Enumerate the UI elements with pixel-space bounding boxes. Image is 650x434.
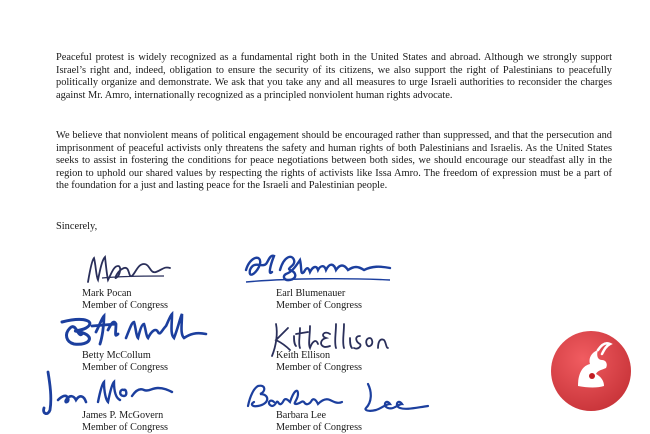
- letter-paragraph-1: Peaceful protest is widely recognized as a fundamental right both in the United States and abroad. Although we strongly support Israel’s right and, indeed, obligation to ensure the security of its citizens, we also support the right of Palestinians to peacefully politically organize and demonstrate. We ask that you take any and all measures to urge Israeli authorities to reconsider the charges against Mr. Amro, internationally recognized as a principled nonviolent human rights advocate.: [56, 52, 612, 101]
- signature-earl-blumenauer: [240, 250, 396, 286]
- signatory-name: Barbara Lee: [276, 410, 327, 421]
- closing-salutation: Sincerely,: [56, 221, 98, 232]
- signatory-role: Member of Congress: [276, 422, 363, 433]
- signatory-role: Member of Congress: [276, 362, 363, 373]
- signature-mark-pocan: [84, 252, 174, 286]
- signatory-role: Member of Congress: [82, 300, 169, 311]
- signatory-name: Keith Ellison: [276, 350, 331, 361]
- red-circle-gazelle-logo-icon: [548, 328, 634, 414]
- signatory-role: Member of Congress: [276, 300, 363, 311]
- letter-paragraph-2: We believe that nonviolent means of political engagement should be encouraged rather than suppressed, and that the persecution and imprisonment of peaceful activists only threatens the safety and human rights of both Palestinians and Israelis. As the United States seeks to assist in fostering the conditions for peace negotiations between both sides, we should encourage our steadfast ally in the region to uphold our shared values by respecting the rights of activists like Issa Amro. The freedom of expression must be a part of the foundation for a just and lasting peace for the Israeli and Palestinian people.: [56, 130, 612, 192]
- signatory-name: James P. McGovern: [82, 410, 164, 421]
- signatory-name: Betty McCollum: [82, 350, 151, 361]
- signatory-name: Earl Blumenauer: [276, 288, 346, 299]
- signature-barbara-lee: [240, 380, 436, 416]
- signatory-role: Member of Congress: [82, 422, 169, 433]
- signature-betty-mccollum: [56, 308, 220, 350]
- signatory-name: Mark Pocan: [82, 288, 132, 299]
- signatory-role: Member of Congress: [82, 362, 169, 373]
